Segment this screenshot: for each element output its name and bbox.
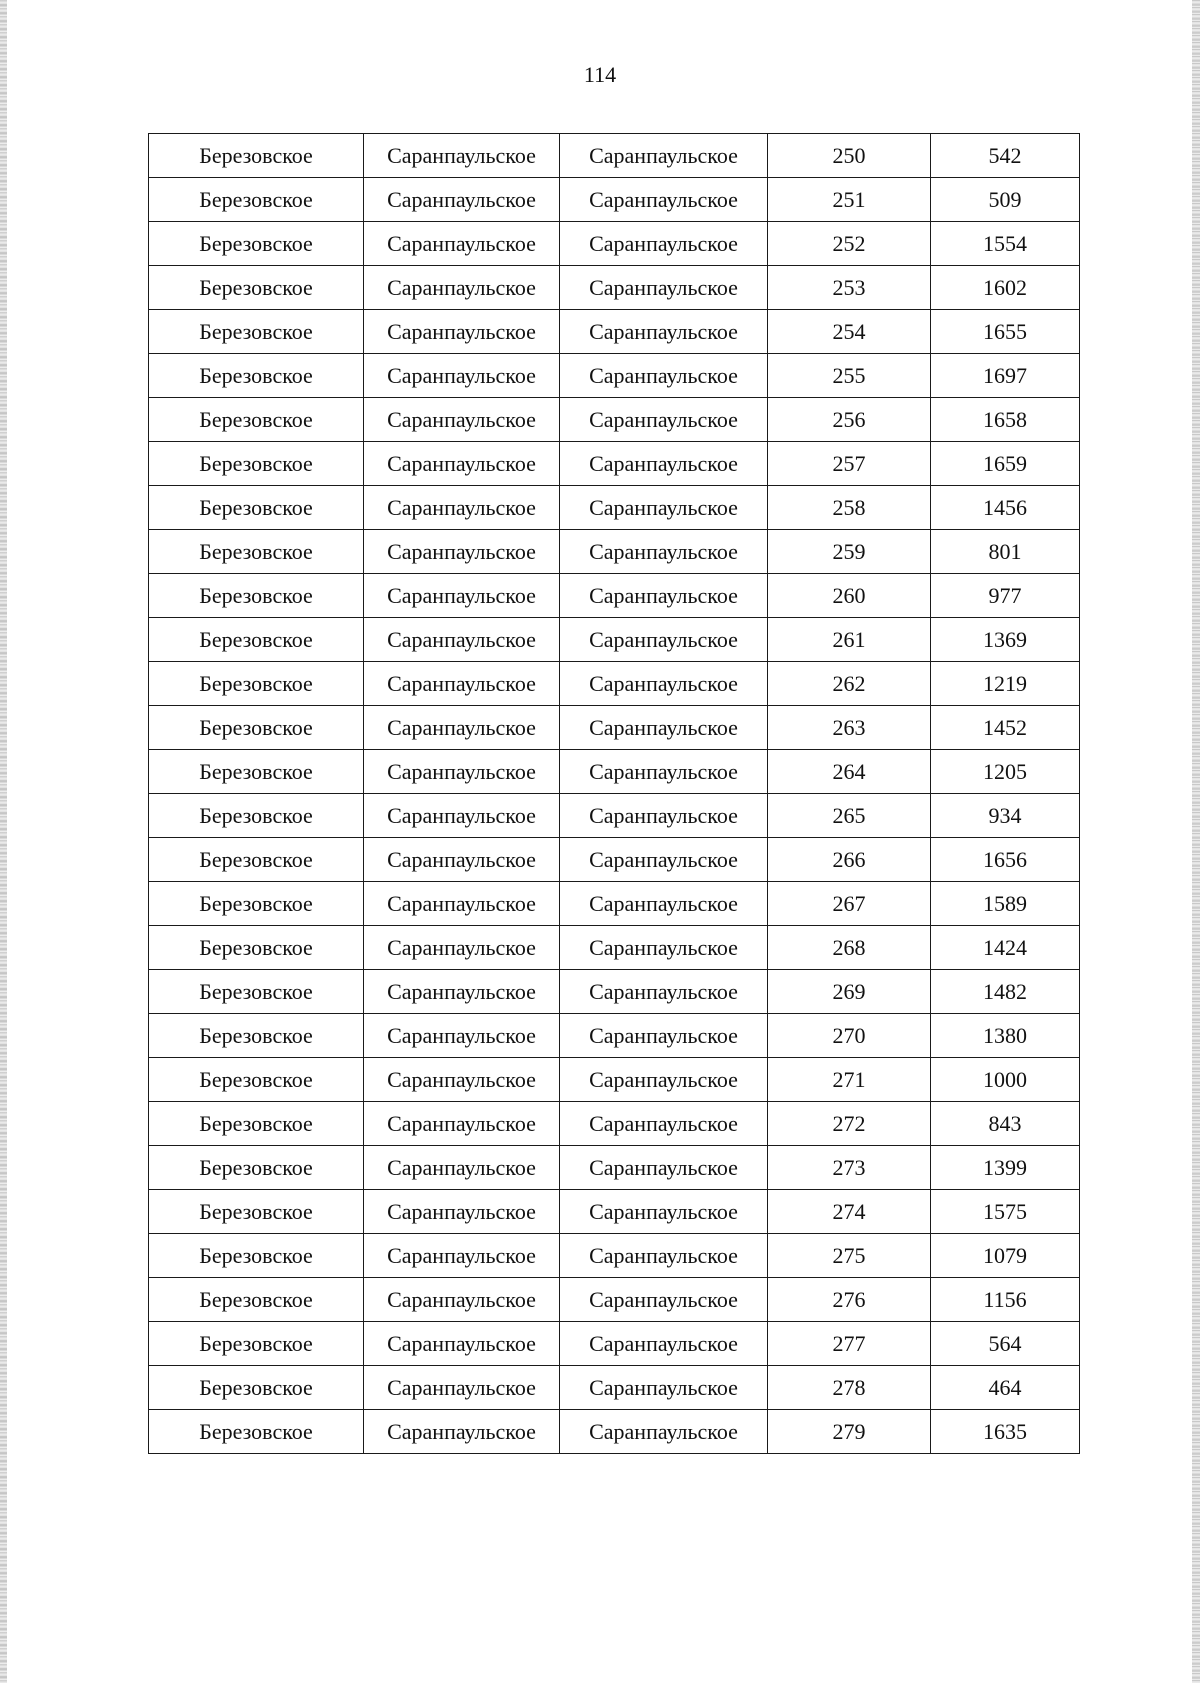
district-cell: Березовское <box>149 266 364 310</box>
value-cell: 542 <box>931 134 1080 178</box>
settlement-cell: Саранпаульское <box>364 662 560 706</box>
district-cell: Березовское <box>149 1366 364 1410</box>
locality-cell: Саранпаульское <box>560 1190 768 1234</box>
settlement-cell: Саранпаульское <box>364 1190 560 1234</box>
table-row <box>149 1102 1080 1146</box>
value-cell: 1655 <box>931 310 1080 354</box>
settlement-cell: Саранпаульское <box>364 1410 560 1454</box>
table-row <box>149 750 1080 794</box>
value-cell: 977 <box>931 574 1080 618</box>
locality-cell: Саранпаульское <box>560 970 768 1014</box>
value-cell: 1380 <box>931 1014 1080 1058</box>
settlement-cell: Саранпаульское <box>364 1058 560 1102</box>
settlement-cell: Саранпаульское <box>364 1322 560 1366</box>
locality-cell: Саранпаульское <box>560 486 768 530</box>
table-row <box>149 354 1080 398</box>
number-cell: 277 <box>768 1322 931 1366</box>
number-cell: 268 <box>768 926 931 970</box>
settlement-cell: Саранпаульское <box>364 486 560 530</box>
number-cell: 250 <box>768 134 931 178</box>
value-cell: 1482 <box>931 970 1080 1014</box>
value-cell: 1659 <box>931 442 1080 486</box>
number-cell: 269 <box>768 970 931 1014</box>
scan-edge-right <box>1192 0 1200 1683</box>
locality-cell: Саранпаульское <box>560 1102 768 1146</box>
locality-cell: Саранпаульское <box>560 706 768 750</box>
number-cell: 251 <box>768 178 931 222</box>
settlement-cell: Саранпаульское <box>364 706 560 750</box>
district-cell: Березовское <box>149 662 364 706</box>
settlement-cell: Саранпаульское <box>364 574 560 618</box>
value-cell: 1079 <box>931 1234 1080 1278</box>
settlement-cell: Саранпаульское <box>364 926 560 970</box>
locality-cell: Саранпаульское <box>560 266 768 310</box>
number-cell: 271 <box>768 1058 931 1102</box>
number-cell: 276 <box>768 1278 931 1322</box>
value-cell: 1589 <box>931 882 1080 926</box>
table-row <box>149 618 1080 662</box>
district-cell: Березовское <box>149 882 364 926</box>
settlement-cell: Саранпаульское <box>364 1102 560 1146</box>
table-row <box>149 882 1080 926</box>
value-cell: 1575 <box>931 1190 1080 1234</box>
table-row <box>149 398 1080 442</box>
table-row <box>149 706 1080 750</box>
locality-cell: Саранпаульское <box>560 794 768 838</box>
value-cell: 1000 <box>931 1058 1080 1102</box>
value-cell: 1452 <box>931 706 1080 750</box>
value-cell: 934 <box>931 794 1080 838</box>
number-cell: 273 <box>768 1146 931 1190</box>
table-row <box>149 574 1080 618</box>
value-cell: 1554 <box>931 222 1080 266</box>
settlement-cell: Саранпаульское <box>364 618 560 662</box>
table-row <box>149 1190 1080 1234</box>
table-row <box>149 838 1080 882</box>
locality-cell: Саранпаульское <box>560 1278 768 1322</box>
number-cell: 257 <box>768 442 931 486</box>
district-cell: Березовское <box>149 1234 364 1278</box>
table-row <box>149 486 1080 530</box>
settlement-cell: Саранпаульское <box>364 222 560 266</box>
settlement-cell: Саранпаульское <box>364 838 560 882</box>
scan-edge-left <box>0 0 7 1683</box>
district-cell: Березовское <box>149 706 364 750</box>
value-cell: 464 <box>931 1366 1080 1410</box>
value-cell: 1369 <box>931 618 1080 662</box>
number-cell: 253 <box>768 266 931 310</box>
data-table <box>148 133 1080 1454</box>
number-cell: 254 <box>768 310 931 354</box>
locality-cell: Саранпаульское <box>560 222 768 266</box>
settlement-cell: Саранпаульское <box>364 530 560 574</box>
number-cell: 264 <box>768 750 931 794</box>
value-cell: 1635 <box>931 1410 1080 1454</box>
district-cell: Березовское <box>149 618 364 662</box>
number-cell: 259 <box>768 530 931 574</box>
value-cell: 801 <box>931 530 1080 574</box>
value-cell: 1456 <box>931 486 1080 530</box>
locality-cell: Саранпаульское <box>560 1234 768 1278</box>
value-cell: 1219 <box>931 662 1080 706</box>
table-row <box>149 1146 1080 1190</box>
number-cell: 275 <box>768 1234 931 1278</box>
district-cell: Березовское <box>149 310 364 354</box>
table-row <box>149 662 1080 706</box>
number-cell: 279 <box>768 1410 931 1454</box>
locality-cell: Саранпаульское <box>560 354 768 398</box>
table-row <box>149 310 1080 354</box>
district-cell: Березовское <box>149 530 364 574</box>
locality-cell: Саранпаульское <box>560 134 768 178</box>
value-cell: 1399 <box>931 1146 1080 1190</box>
value-cell: 1697 <box>931 354 1080 398</box>
locality-cell: Саранпаульское <box>560 178 768 222</box>
settlement-cell: Саранпаульское <box>364 178 560 222</box>
number-cell: 261 <box>768 618 931 662</box>
settlement-cell: Саранпаульское <box>364 266 560 310</box>
value-cell: 1656 <box>931 838 1080 882</box>
district-cell: Березовское <box>149 1058 364 1102</box>
table-row <box>149 1322 1080 1366</box>
district-cell: Березовское <box>149 1014 364 1058</box>
district-cell: Березовское <box>149 1322 364 1366</box>
number-cell: 278 <box>768 1366 931 1410</box>
value-cell: 1424 <box>931 926 1080 970</box>
value-cell: 1658 <box>931 398 1080 442</box>
district-cell: Березовское <box>149 222 364 266</box>
district-cell: Березовское <box>149 1102 364 1146</box>
number-cell: 266 <box>768 838 931 882</box>
number-cell: 272 <box>768 1102 931 1146</box>
table-row <box>149 1410 1080 1454</box>
table-row <box>149 1058 1080 1102</box>
table-row <box>149 442 1080 486</box>
locality-cell: Саранпаульское <box>560 398 768 442</box>
value-cell: 509 <box>931 178 1080 222</box>
number-cell: 262 <box>768 662 931 706</box>
district-cell: Березовское <box>149 1278 364 1322</box>
table-row <box>149 1014 1080 1058</box>
value-cell: 564 <box>931 1322 1080 1366</box>
table-row <box>149 134 1080 178</box>
settlement-cell: Саранпаульское <box>364 354 560 398</box>
settlement-cell: Саранпаульское <box>364 398 560 442</box>
settlement-cell: Саранпаульское <box>364 1234 560 1278</box>
table-row <box>149 926 1080 970</box>
number-cell: 255 <box>768 354 931 398</box>
value-cell: 1205 <box>931 750 1080 794</box>
number-cell: 265 <box>768 794 931 838</box>
settlement-cell: Саранпаульское <box>364 970 560 1014</box>
table-row <box>149 970 1080 1014</box>
district-cell: Березовское <box>149 1190 364 1234</box>
locality-cell: Саранпаульское <box>560 750 768 794</box>
district-cell: Березовское <box>149 794 364 838</box>
settlement-cell: Саранпаульское <box>364 442 560 486</box>
district-cell: Березовское <box>149 134 364 178</box>
table-row <box>149 1278 1080 1322</box>
value-cell: 1156 <box>931 1278 1080 1322</box>
locality-cell: Саранпаульское <box>560 1366 768 1410</box>
district-cell: Березовское <box>149 442 364 486</box>
number-cell: 263 <box>768 706 931 750</box>
number-cell: 270 <box>768 1014 931 1058</box>
settlement-cell: Саранпаульское <box>364 1014 560 1058</box>
settlement-cell: Саранпаульское <box>364 882 560 926</box>
table-row <box>149 794 1080 838</box>
table-row <box>149 1366 1080 1410</box>
number-cell: 274 <box>768 1190 931 1234</box>
table-row <box>149 1234 1080 1278</box>
locality-cell: Саранпаульское <box>560 838 768 882</box>
settlement-cell: Саранпаульское <box>364 1366 560 1410</box>
locality-cell: Саранпаульское <box>560 1014 768 1058</box>
locality-cell: Саранпаульское <box>560 574 768 618</box>
settlement-cell: Саранпаульское <box>364 794 560 838</box>
locality-cell: Саранпаульское <box>560 310 768 354</box>
district-cell: Березовское <box>149 970 364 1014</box>
district-cell: Березовское <box>149 178 364 222</box>
district-cell: Березовское <box>149 926 364 970</box>
settlement-cell: Саранпаульское <box>364 134 560 178</box>
settlement-cell: Саранпаульское <box>364 750 560 794</box>
settlement-cell: Саранпаульское <box>364 1278 560 1322</box>
value-cell: 1602 <box>931 266 1080 310</box>
number-cell: 252 <box>768 222 931 266</box>
number-cell: 258 <box>768 486 931 530</box>
table-body <box>149 134 1080 1454</box>
page-number: 114 <box>583 62 617 87</box>
district-cell: Березовское <box>149 486 364 530</box>
district-cell: Березовское <box>149 574 364 618</box>
locality-cell: Саранпаульское <box>560 662 768 706</box>
district-cell: Березовское <box>149 398 364 442</box>
locality-cell: Саранпаульское <box>560 1146 768 1190</box>
locality-cell: Саранпаульское <box>560 926 768 970</box>
settlement-cell: Саранпаульское <box>364 310 560 354</box>
table-row <box>149 530 1080 574</box>
locality-cell: Саранпаульское <box>560 1058 768 1102</box>
district-cell: Березовское <box>149 838 364 882</box>
locality-cell: Саранпаульское <box>560 1410 768 1454</box>
district-cell: Березовское <box>149 1146 364 1190</box>
number-cell: 267 <box>768 882 931 926</box>
district-cell: Березовское <box>149 1410 364 1454</box>
number-cell: 260 <box>768 574 931 618</box>
table-row <box>149 266 1080 310</box>
table-row <box>149 222 1080 266</box>
locality-cell: Саранпаульское <box>560 442 768 486</box>
table-row <box>149 178 1080 222</box>
locality-cell: Саранпаульское <box>560 1322 768 1366</box>
settlement-cell: Саранпаульское <box>364 1146 560 1190</box>
locality-cell: Саранпаульское <box>560 530 768 574</box>
value-cell: 843 <box>931 1102 1080 1146</box>
number-cell: 256 <box>768 398 931 442</box>
locality-cell: Саранпаульское <box>560 618 768 662</box>
locality-cell: Саранпаульское <box>560 882 768 926</box>
district-cell: Березовское <box>149 354 364 398</box>
district-cell: Березовское <box>149 750 364 794</box>
